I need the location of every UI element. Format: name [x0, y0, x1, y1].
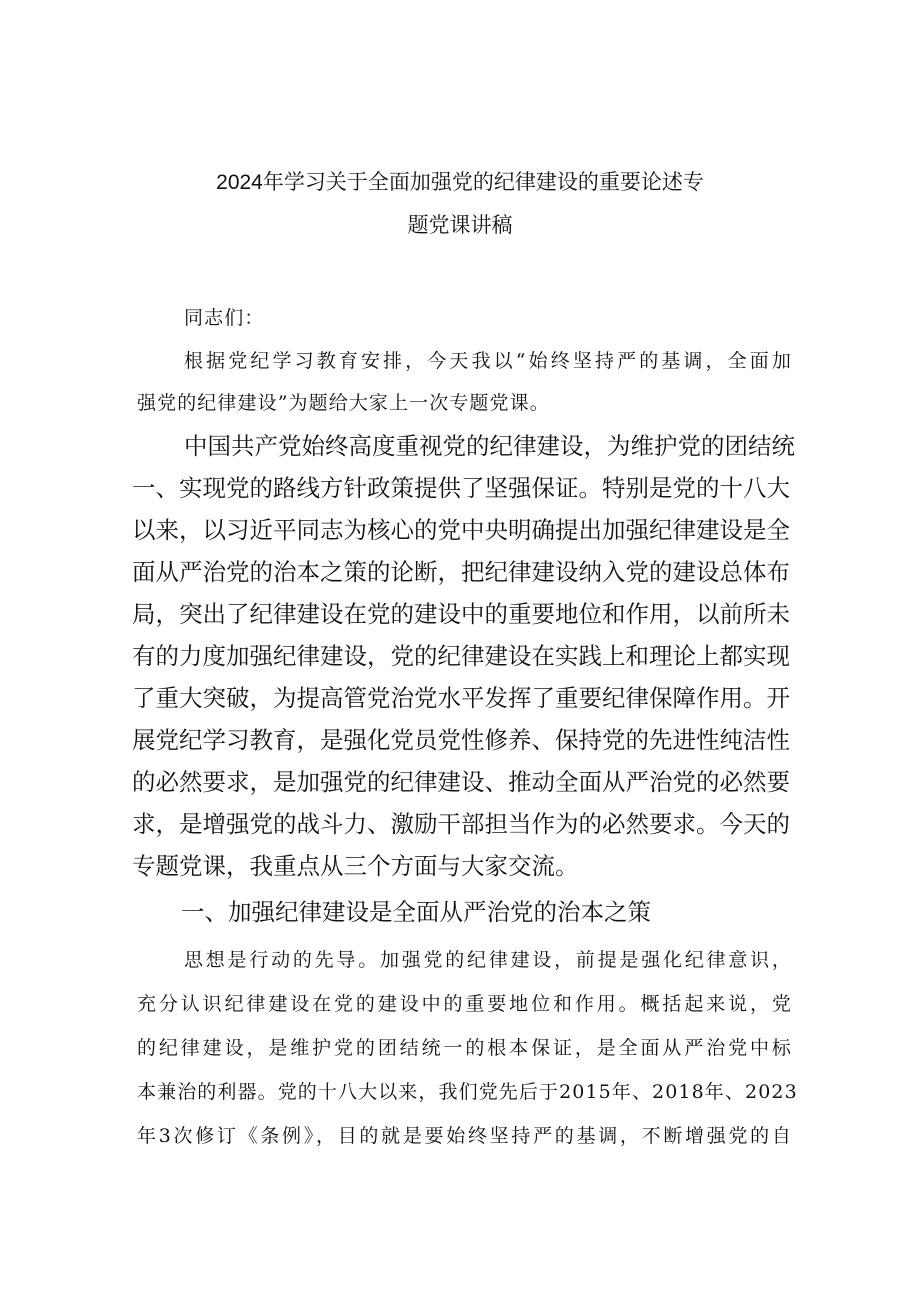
paragraph1-line-9: 的必然要求，是加强党的纪律建设、推动全面从严治党的必然要 [132, 768, 790, 796]
paragraph1-line-4: 面从严治党的治本之策的论断，把纪律建设纳入党的建设总体布 [132, 558, 790, 586]
paragraph2-line-1: 思想是行动的先导。加强党的纪律建设，前提是强化纪律意识， [184, 949, 792, 971]
document-title-line-1: 2024年学习关于全面加强党的纪律建设的重要论述专 [216, 171, 704, 194]
paragraph1-line-10: 求，是增强党的战斗力、激励干部担当作为的必然要求。今天的 [132, 810, 790, 838]
paragraph2-line-4: 本兼治的利器。党的十八大以来，我们党先后于2015年、2018年、2023 [137, 1081, 798, 1103]
paragraph1-line-11: 专题党课，我重点从三个方面与大家交流。 [132, 852, 579, 880]
section1-heading: 一、加强纪律建设是全面从严治党的治本之策 [181, 898, 651, 926]
paragraph2-line-5: 年3次修订《条例》，目的就是要始终坚持严的基调，不断增强党的自 [137, 1125, 792, 1147]
paragraph2-line-3: 的纪律建设，是维护党的团结统一的根本保证，是全面从严治党中标 [137, 1037, 792, 1059]
intro-line-2: 强党的纪律建设”为题给大家上一次专题党课。 [137, 392, 550, 414]
paragraph1-line-1: 中国共产党始终高度重视党的纪律建设，为维护党的团结统 [184, 432, 795, 460]
paragraph1-line-3: 以来，以习近平同志为核心的党中央明确提出加强纪律建设是全 [132, 516, 790, 544]
paragraph1-line-7: 了重大突破，为提高管党治党水平发挥了重要纪律保障作用。开 [132, 684, 790, 712]
intro-line-1: 根据党纪学习教育安排，今天我以“始终坚持严的基调，全面加 [184, 350, 792, 372]
document-title-line-2: 题党课讲稿 [407, 214, 513, 237]
paragraph1-line-8: 展党纪学习教育，是强化党员党性修养、保持党的先进性纯洁性 [132, 726, 790, 754]
salutation: 同志们： [184, 307, 265, 329]
paragraph1-line-2: 一、实现党的路线方针政策提供了坚强保证。特别是党的十八大 [132, 474, 790, 502]
paragraph1-line-5: 局，突出了纪律建设在党的建设中的重要地位和作用，以前所未 [132, 600, 790, 628]
paragraph2-line-2: 充分认识纪律建设在党的建设中的重要地位和作用。概括起来说，党 [137, 993, 792, 1015]
paragraph1-line-6: 有的力度加强纪律建设，党的纪律建设在实践上和理论上都实现 [132, 642, 790, 670]
